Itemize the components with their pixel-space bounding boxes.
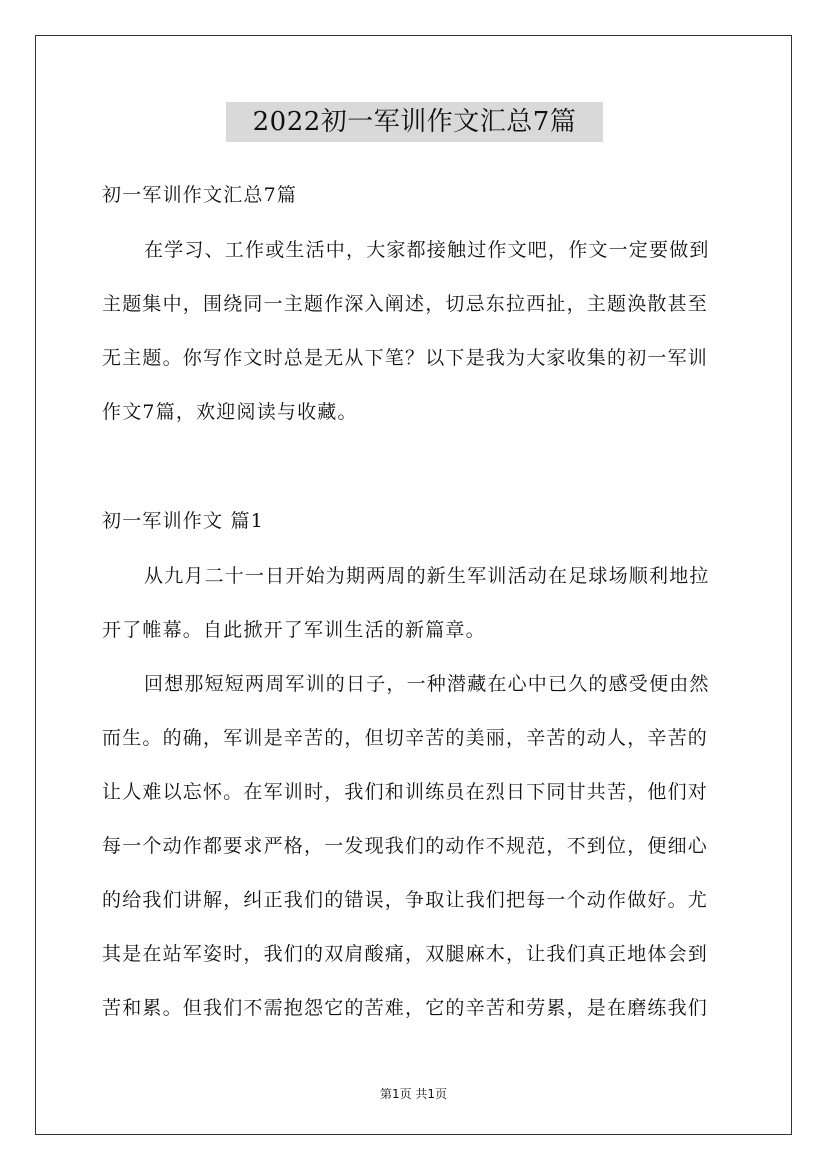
- paragraph-line: 的给我们讲解，纠正我们的错误，争取让我们把每一个动作做好。尤: [102, 889, 709, 911]
- intro-line: 在学习、工作或生活中，大家都接触过作文吧，作文一定要做到: [144, 239, 710, 261]
- paragraph-line: 让人难以忘怀。在军训时，我们和训练员在烈日下同甘共苦，他们对: [102, 781, 709, 803]
- paragraph-line: 从九月二十一日开始为期两周的新生军训活动在足球场顺利地拉: [144, 565, 710, 587]
- intro-line: 作文7篇，欢迎阅读与收藏。: [102, 401, 358, 423]
- paragraph-line: 其是在站军姿时，我们的双肩酸痛，双腿麻木，让我们真正地体会到: [102, 943, 709, 965]
- paragraph-line: 开了帷幕。自此掀开了军训生活的新篇章。: [102, 619, 486, 641]
- intro-line: 主题集中，围绕同一主题作深入阐述，切忌东拉西扯，主题涣散甚至: [102, 293, 709, 315]
- page-number-footer: 第1页 共1页: [379, 1087, 448, 1101]
- intro-line: 无主题。你写作文时总是无从下笔？以下是我为大家收集的初一军训: [102, 347, 709, 369]
- paragraph-line: 而生。的确，军训是辛苦的，但切辛苦的美丽，辛苦的动人，辛苦的: [102, 727, 709, 749]
- document-subtitle: 初一军训作文汇总7篇: [102, 184, 298, 206]
- paragraph-line: 苦和累。但我们不需抱怨它的苦难，它的辛苦和劳累，是在磨练我们: [102, 997, 709, 1019]
- paragraph-line: 每一个动作都要求严格，一发现我们的动作不规范，不到位，便细心: [102, 835, 709, 857]
- paragraph-line: 回想那短短两周军训的日子，一种潜藏在心中已久的感受便由然: [144, 673, 710, 695]
- document-title: 2022初一军训作文汇总7篇: [226, 102, 603, 142]
- section-heading: 初一军训作文 篇1: [102, 510, 264, 532]
